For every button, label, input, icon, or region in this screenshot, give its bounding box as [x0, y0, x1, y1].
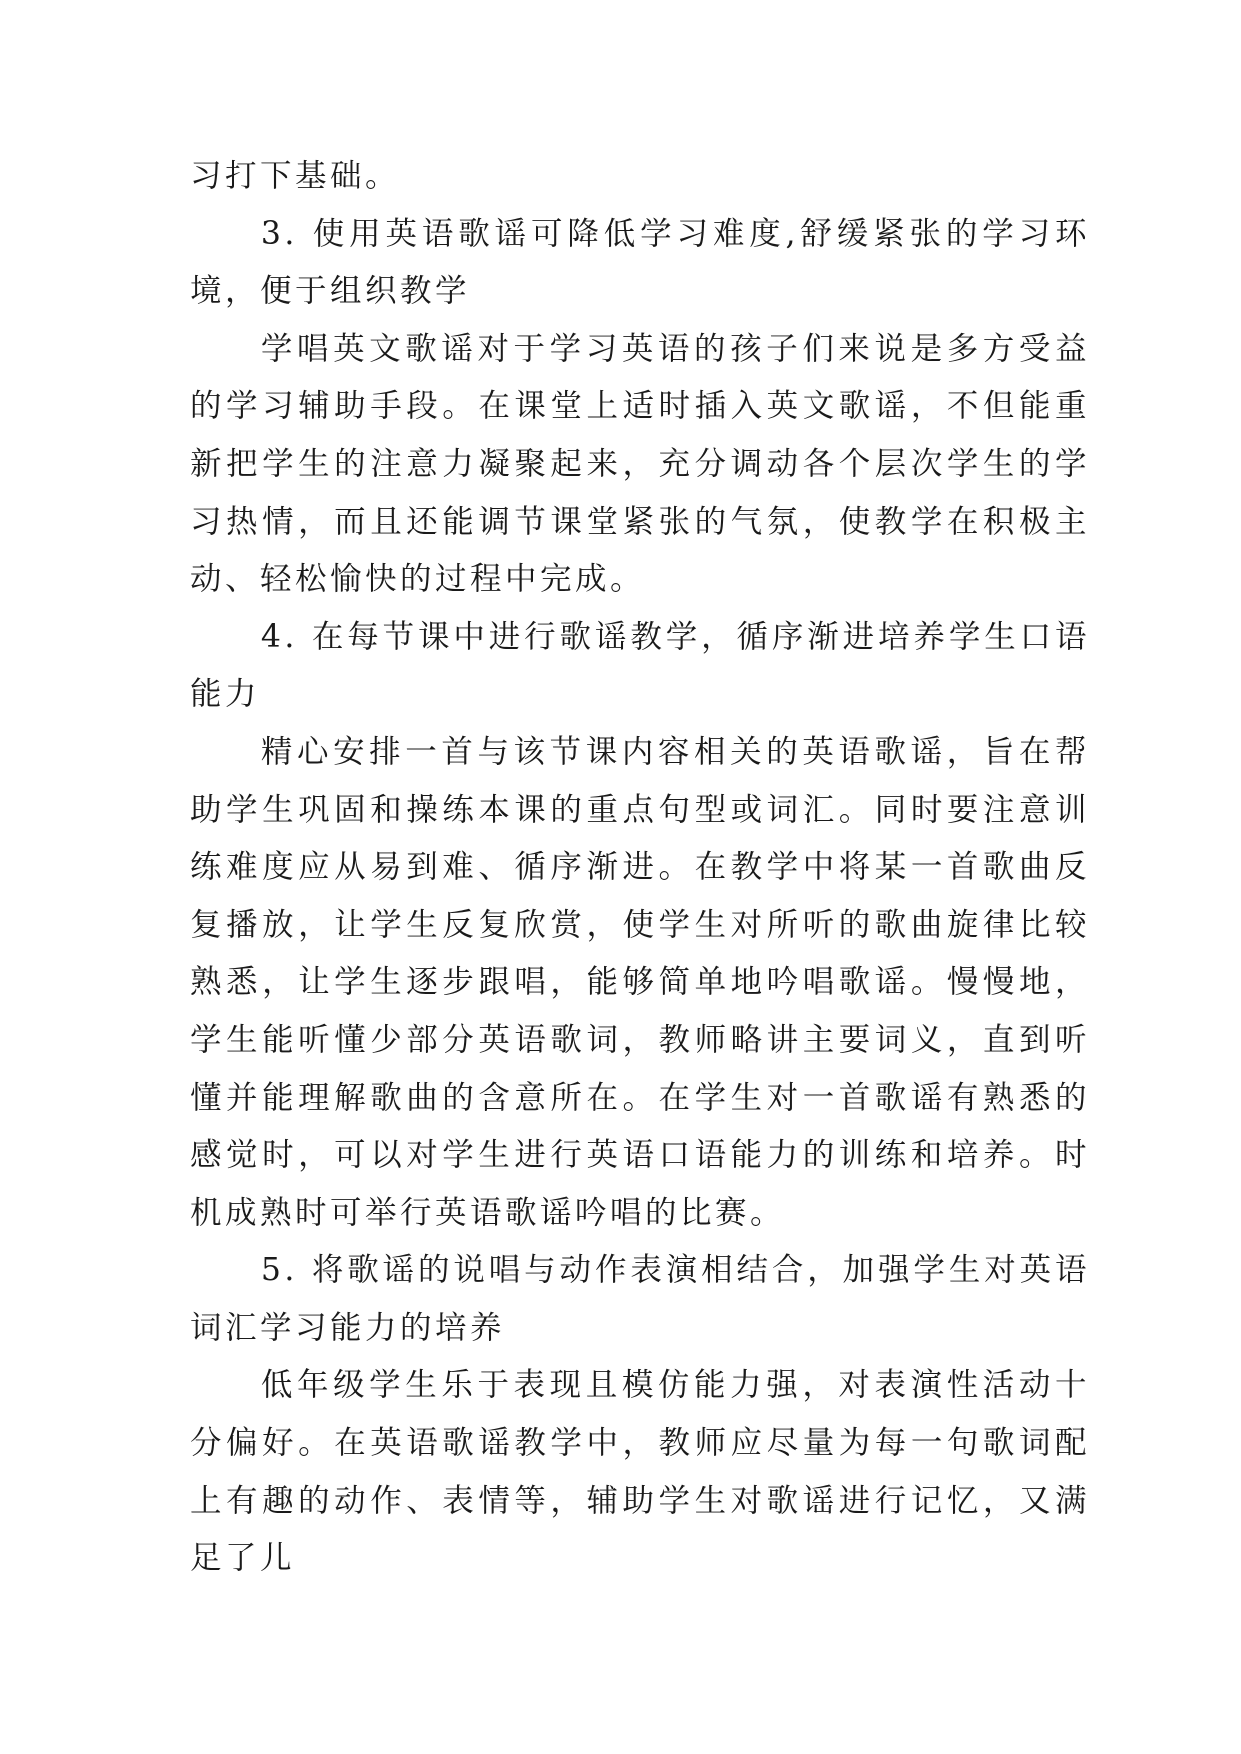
section-heading-5: 5. 将歌谣的说唱与动作表演相结合，加强学生对英语词汇学习能力的培养: [190, 1252, 1090, 1346]
paragraph-section-5: 低年级学生乐于表现且模仿能力强，对表演性活动十分偏好。在英语歌谣教学中，教师应尽量为每一句歌词配上有趣的动作、表情等，辅助学生对歌谣进行记忆，又满足了儿: [190, 1367, 1090, 1577]
paragraph-section-4: 精心安排一首与该节课内容相关的英语歌谣，旨在帮助学生巩固和操练本课的重点句型或词汇。同时要注意训练难度应从易到难、循序渐进。在教学中将某一首歌曲反复播放，让学生反复欣赏，使学生对所听的歌曲旋律比较熟悉，让学生逐步跟唱，能够简单地吟唱歌谣。慢慢地，学生能听懂少部分英语歌词，教师略讲主要词义，直到听懂并能理解歌曲的含意所在。在学生对一首歌谣有熟悉的感觉时，可以对学生进行英语口语能力的训练和培养。时机成熟时可举行英语歌谣吟唱的比赛。: [190, 733, 1090, 1231]
section-heading-4: 4. 在每节课中进行歌谣教学，循序渐进培养学生口语能力: [190, 618, 1090, 713]
paragraph-section-3: 学唱英文歌谣对于学习英语的孩子们来说是多方受益的学习辅助手段。在课堂上适时插入英文歌谣，不但能重新把学生的注意力凝聚起来，充分调动各个层次学生的学习热情，而且还能调节课堂紧张的气氛，使教学在积极主动、轻松愉快的过程中完成。: [190, 330, 1090, 598]
document-body: [190, 148, 1090, 1588]
section-heading-3: 3. 使用英语歌谣可降低学习难度,舒缓紧张的学习环境，便于组织教学: [190, 215, 1090, 310]
paragraph-continued: 习打下基础。: [190, 158, 401, 194]
